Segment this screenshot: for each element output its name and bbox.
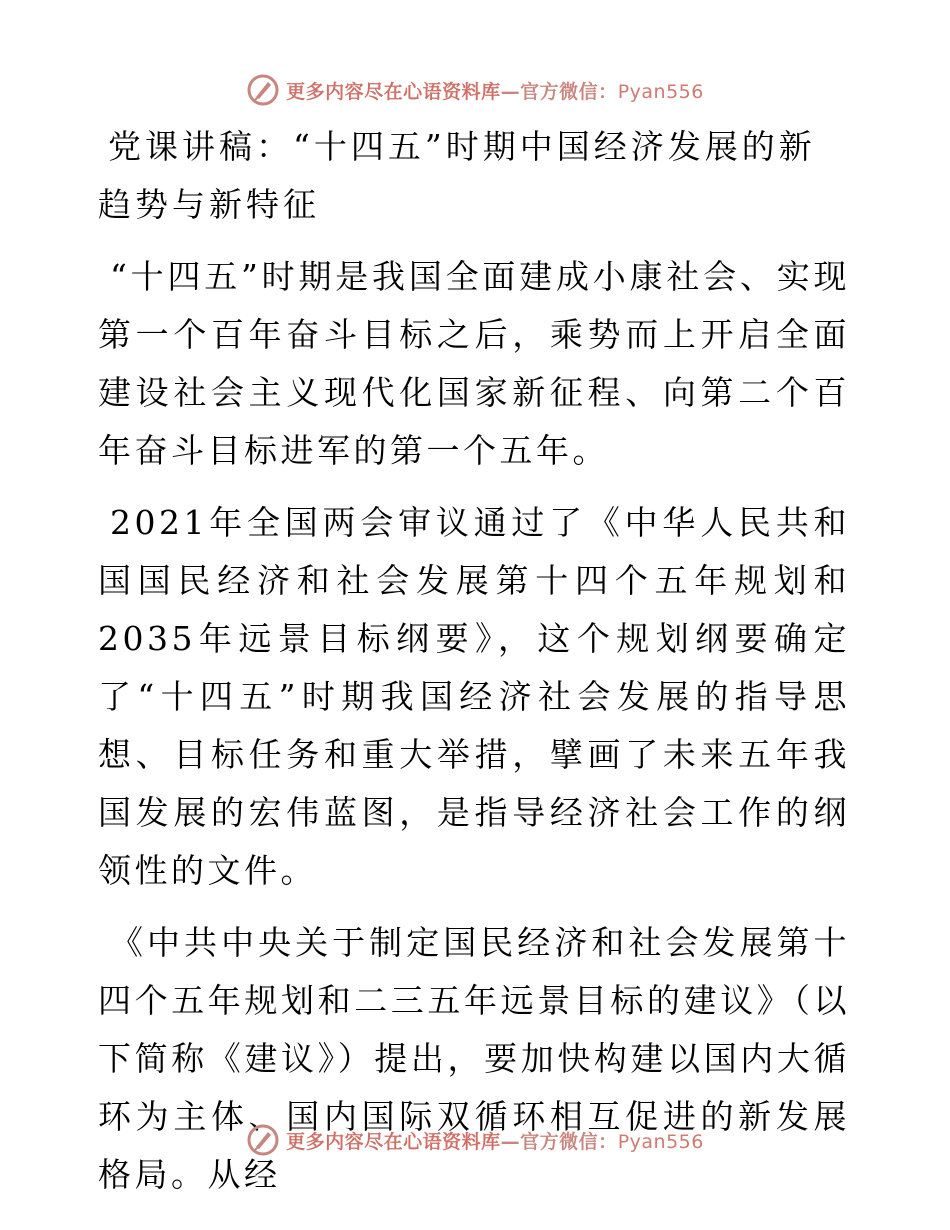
quill-seal-icon <box>246 73 280 107</box>
watermark-brand: 更多内容尽在心语资料库 <box>286 1130 501 1153</box>
watermark-label: 官方微信： <box>520 80 618 103</box>
document-title: 党课讲稿：“十四五”时期中国经济发展的新趋势与新特征 <box>98 127 816 224</box>
watermark-wechat-id: Pyan556 <box>617 1130 704 1153</box>
watermark-wechat-id: Pyan556 <box>617 80 704 103</box>
paragraph-2: 2021年全国两会审议通过了《中华人民共和国国民经济和社会发展第十四个五年规划和2035年远景目标纲要》，这个规划纲要确定了“十四五”时期我国经济社会发展的指导思想、目标任务和重大举措，擘画了未来五年我国发展的宏伟蓝图，是指导经济社会工作的纲领性的文件。 <box>98 503 850 890</box>
watermark-separator: — <box>500 1130 521 1153</box>
watermark-brand: 更多内容尽在心语资料库 <box>286 80 501 103</box>
header-watermark <box>0 70 950 110</box>
watermark-label: 官方微信： <box>520 1130 618 1153</box>
document-body <box>98 118 850 1218</box>
watermark-text <box>286 1127 704 1154</box>
paragraph-1: “十四五”时期是我国全面建成小康社会、实现第一个百年奋斗目标之后，乘势而上开启全面建设社会主义现代化国家新征程、向第二个百年奋斗目标进军的第一个五年。 <box>98 257 850 470</box>
quill-seal-icon <box>246 1123 280 1157</box>
watermark-separator: — <box>500 80 521 103</box>
footer-watermark <box>0 1120 950 1160</box>
paragraph-3: 《中共中央关于制定国民经济和社会发展第十四个五年规划和二三五年远景目标的建议》（以下简称《建议》）提出，要加快构建以国内大循环为主体、国内国际双循环相互促进的新发展格局。从经 <box>98 923 850 1194</box>
watermark-text <box>286 77 704 104</box>
